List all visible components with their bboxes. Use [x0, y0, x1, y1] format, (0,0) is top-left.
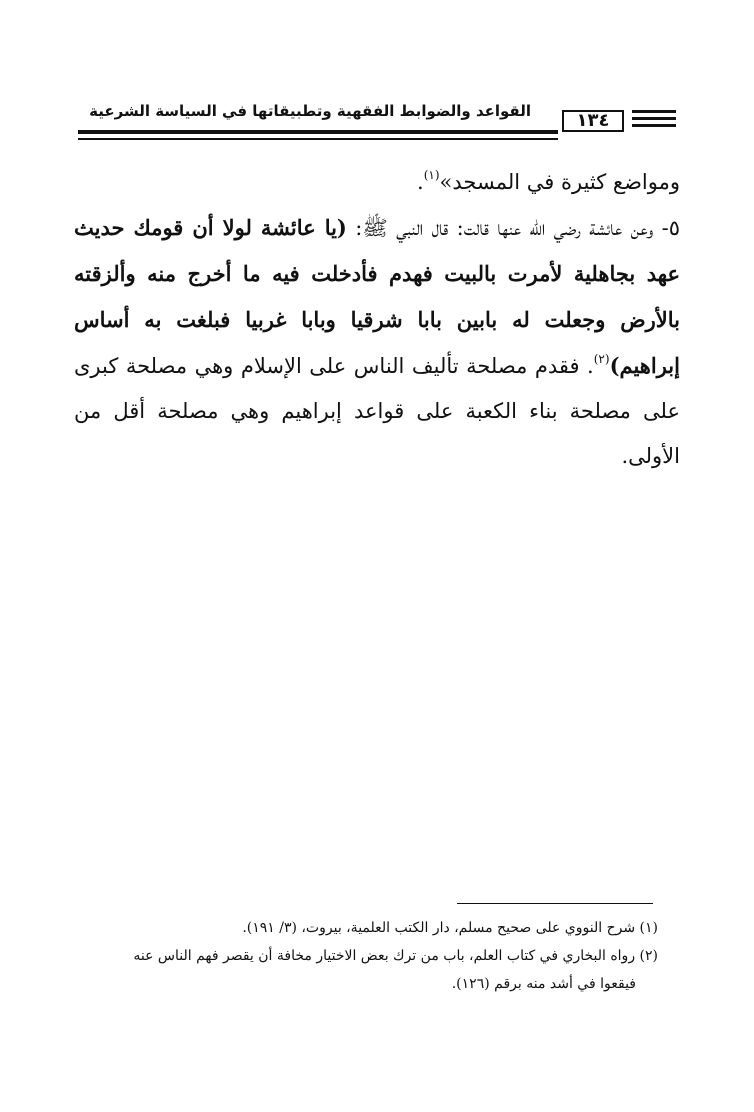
- header-tick-middle: [632, 117, 676, 120]
- main-text: [74, 160, 680, 479]
- footnote-2-continuation: فيقعوا في أشد منه برقم (١٢٦).: [451, 976, 636, 992]
- page-number: ١٣٤: [562, 110, 624, 132]
- header-tick-bottom: [632, 124, 676, 127]
- footnote-separator: [457, 903, 653, 904]
- hadith-quote: (يا عائشة لولا أن قومك حديث عهد بجاهلية لأمرت بالبيت فهدم فأدخلت فيه ما أخرج منه وألزقته بالأرض وجعلت له بابين بابا شرقيا وبابا غربيا فبلغت به أساس إبراهيم): [74, 215, 680, 378]
- footnote-2: (٢) رواه البخاري في كتاب العلم، باب من ترك بعض الاختيار مخافة أن يقصر فهم الناس عنه: [133, 948, 658, 964]
- paragraph-2: [74, 205, 680, 479]
- paragraph-1-text: ومواضع كثيرة في المسجد»: [439, 170, 680, 194]
- paragraph-1: ومواضع كثيرة في المسجد»$^{(١)}$.: [417, 168, 680, 194]
- footnote-ref-1: (١): [423, 168, 440, 182]
- footnote-ref-2: (٢): [593, 352, 610, 366]
- header-tick-top: [632, 110, 676, 113]
- running-title: القواعد والضوابط الفقهية وتطبيقاتها في السياسة الشرعية: [89, 102, 531, 120]
- paragraph-2-intro: ٥- وعن عائشة رضي الله عنها قالت: قال النبي ﷺ:: [346, 216, 680, 240]
- paragraph-2-tail: . فقدم مصلحة تأليف الناس على الإسلام وهي مصلحة كبرى على مصلحة بناء الكعبة على قواعد إبراهيم وهي مصلحة أقل من الأولى.: [74, 354, 680, 468]
- header-rule-thin: [78, 138, 558, 140]
- footnote-1: (١) شرح النووي على صحيح مسلم، دار الكتب العلمية، بيروت، (٣/ ١٩١).: [242, 920, 658, 936]
- page-header: [78, 96, 676, 144]
- footnotes: [70, 914, 658, 998]
- header-rule-thick: [78, 130, 558, 134]
